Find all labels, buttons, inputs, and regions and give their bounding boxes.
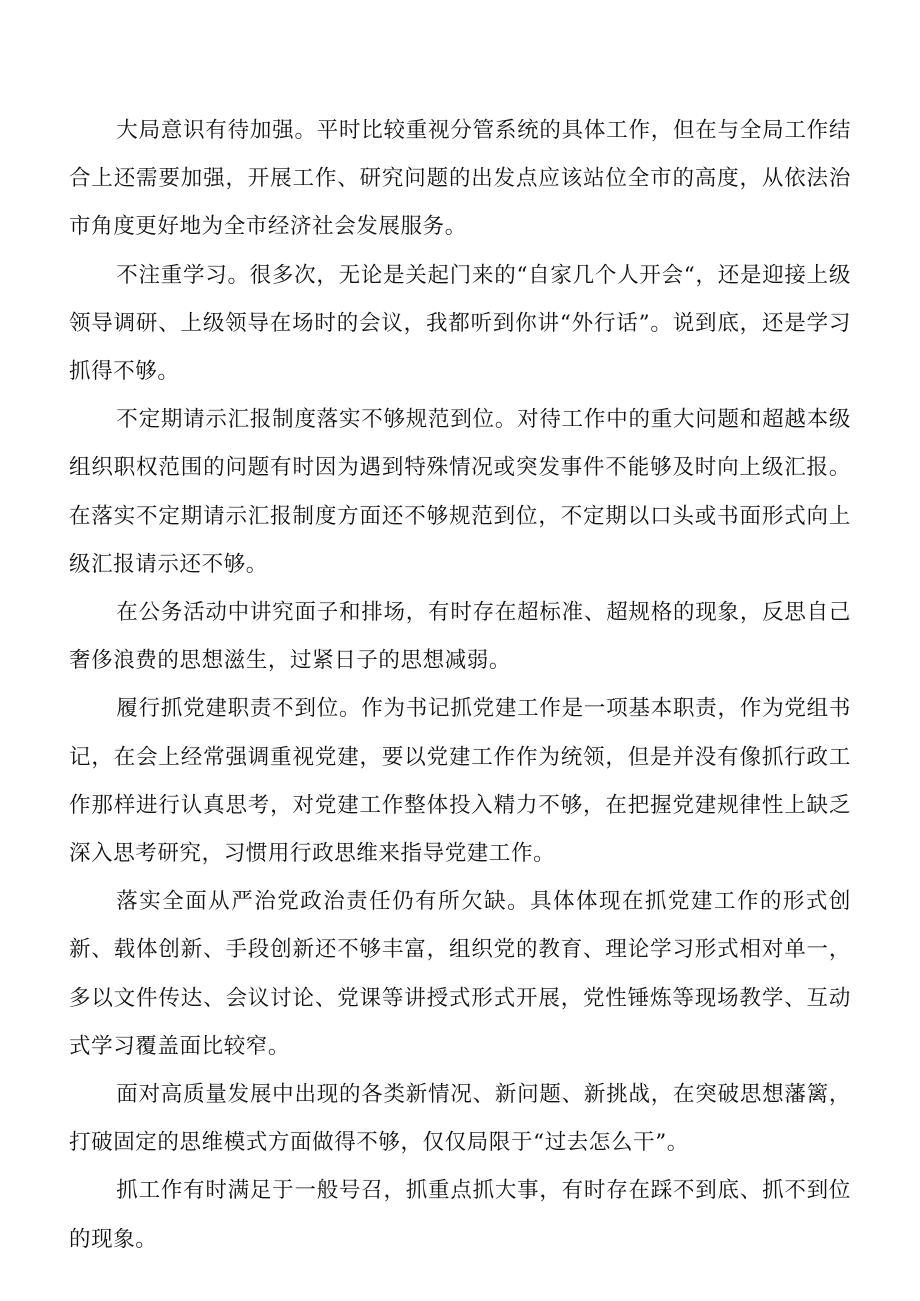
document-body (69, 107, 851, 1264)
paragraph-party-building: 履行抓党建职责不到位。作为书记抓党建工作是一项基本职责，作为党组书记，在会上经常强调重视党建，要以党建工作作为统领，但是并没有像抓行政工作那样进行认真思考，对党建工作整体投入精力不够，在把握党建规律性上缺乏深入思考研究，习惯用行政思维来指导党建工作。 (69, 696, 851, 867)
paragraph-execution: 抓工作有时满足于一般号召，抓重点抓大事，有时存在踩不到底、抓不到位的现象。 (69, 1178, 851, 1252)
paragraph-awareness: 大局意识有待加强。平时比较重视分管系统的具体工作，但在与全局工作结合上还需要加强，开展工作、研究问题的出发点应该站位全市的高度，从依法治市角度更好地为全市经济社会发展服务。 (69, 118, 851, 240)
paragraph-reporting: 不定期请示汇报制度落实不够规范到位。对待工作中的重大问题和超越本级组织职权范围的问题有时因为遇到特殊情况或突发事件不能够及时向上级汇报。在落实不定期请示汇报制度方面还不够规范到位，不定期以口头或书面形式向上级汇报请示还不够。 (69, 407, 851, 577)
paragraph-mindset: 面对高质量发展中出现的各类新情况、新问题、新挑战，在突破思想藩篱，打破固定的思维模式方面做得不够，仅仅局限于“过去怎么干”。 (69, 1082, 851, 1156)
paragraph-extravagance: 在公务活动中讲究面子和排场，有时存在超标准、超规格的现象，反思自己奢侈浪费的思想滋生，过紧日子的思想减弱。 (69, 600, 851, 674)
paragraph-study: 不注重学习。很多次，无论是关起门来的“自家几个人开会“，还是迎接上级领导调研、上级领导在场时的会议，我都听到你讲“外行话”。说到底，还是学习抓得不够。 (69, 262, 851, 385)
paragraph-governance: 落实全面从严治党政治责任仍有所欠缺。具体体现在抓党建工作的形式创新、载体创新、手段创新还不够丰富，组织党的教育、理论学习形式相对单一，多以文件传达、会议讨论、党课等讲授式形式开展，党性锤炼等现场教学、互动式学习覆盖面比较窄。 (69, 889, 851, 1059)
